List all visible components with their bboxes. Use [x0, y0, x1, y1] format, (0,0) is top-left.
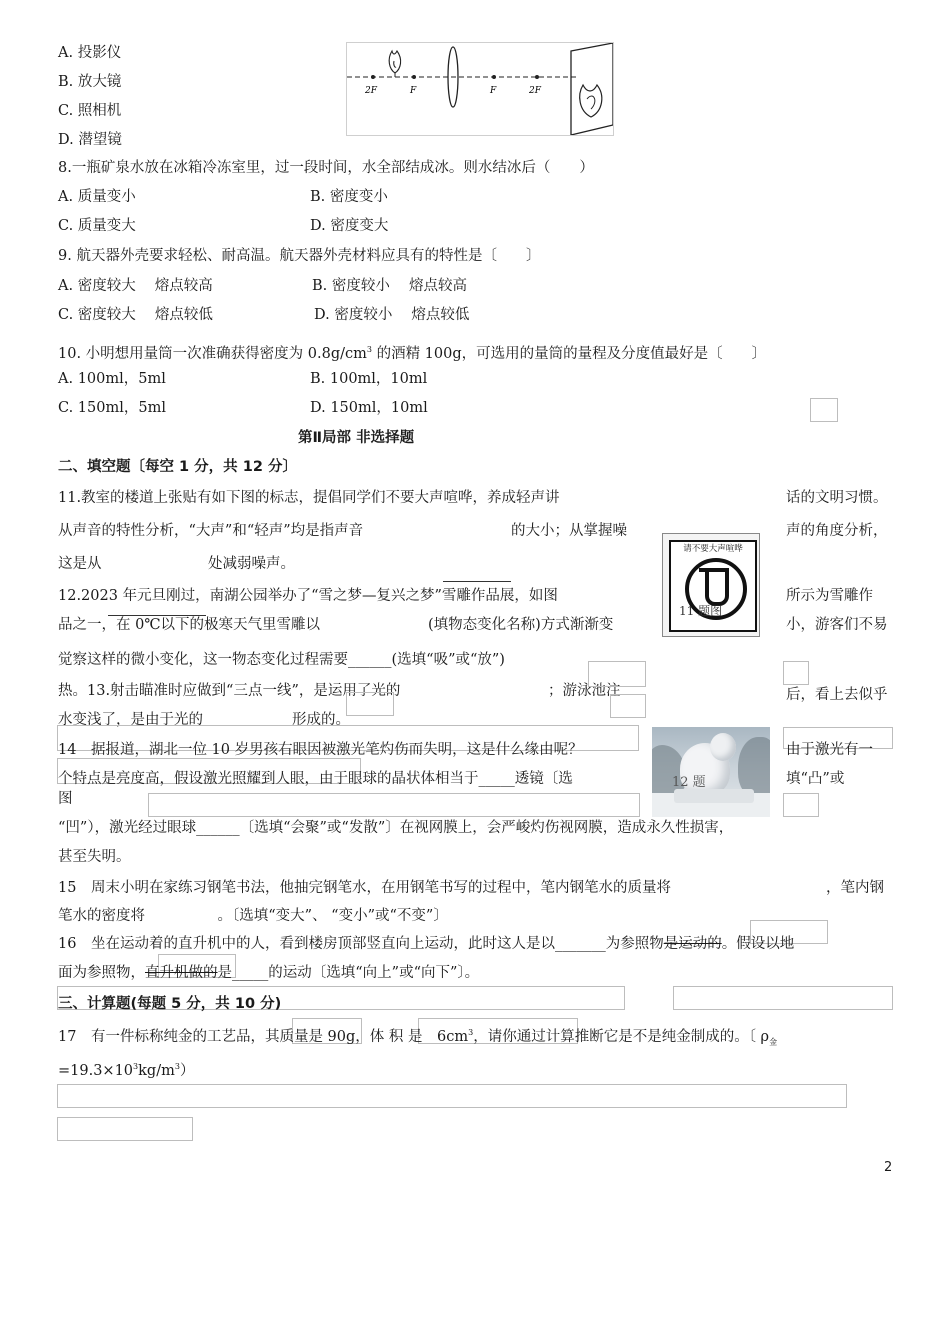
scan-artifact-box	[783, 793, 819, 817]
q11-line2: 从声音的特性分析，“大声”和“轻声”均是指声音	[58, 523, 364, 539]
q7-option-d: D. 潜望镜	[58, 132, 122, 148]
q15-line1: 15 周末小明在家练习钢笔书法，他抽完钢笔水，在用钢笔书写的过程中，笔内钢笔水的质量将	[58, 880, 671, 896]
q14-line5: 甚至失明。	[58, 849, 131, 865]
q16-line2	[58, 964, 479, 982]
inverted-image-icon	[580, 85, 602, 117]
q10-option-b: B. 100ml，10ml	[310, 371, 428, 387]
q8-option-d: D. 密度变大	[310, 218, 389, 234]
q17-line1-sub: 金	[769, 1037, 778, 1047]
focal-point-f-right	[492, 75, 496, 79]
q17-density-sup2: 3	[174, 1062, 180, 1071]
q12-line2-end: 小，游客们不易	[786, 617, 888, 633]
q16-line1-struck: 是运动的	[663, 936, 722, 952]
convex-lens-diagram	[346, 42, 614, 136]
page-number: 2	[884, 1160, 893, 1175]
q13-line1: 热。13.射击瞄准时应做到“三点一线”，是运用了光的	[58, 683, 401, 699]
q11-line1: 11.教室的楼道上张贴有如下图的标志，提倡同学们不要大声喧哗，养成轻声讲	[58, 490, 560, 506]
q17-line1	[58, 1024, 777, 1052]
quiet-sign-text: 请不要大声喧哗	[683, 544, 743, 554]
label-f-right: F	[490, 86, 497, 96]
q10-stem	[58, 341, 766, 363]
q16-line1-end: 。假设以地	[721, 936, 795, 952]
section2-title: 二、填空题〔每空 1 分，共 12 分〕	[58, 459, 297, 475]
screen-icon	[571, 43, 613, 135]
q16-line1-text: 16 坐在运动着的直升机中的人，看到楼房顶部竖直向上运动，此时这人是以_______为参照物	[58, 936, 664, 952]
part2-title: 第Ⅱ局部 非选择题	[298, 430, 415, 446]
q17-density-b: kg/m	[138, 1062, 175, 1079]
q11-line2-mid: 的大小；从掌握噪	[511, 523, 627, 539]
q13-line2: 水变浅了，是由于光的	[58, 712, 203, 728]
focal-point-f-left	[412, 75, 416, 79]
q13-line2-end: 形成的。	[292, 712, 350, 728]
q15-line1-end: ，笔内钢	[826, 880, 884, 896]
label-2f-left: 2F	[365, 86, 377, 96]
q16-line2-end: 是_____的运动〔选填“向上”或“向下”〕。	[217, 965, 480, 981]
symbol-stroke	[705, 568, 729, 606]
q17-line1-sup: 3	[468, 1028, 474, 1037]
sculpture-base	[674, 789, 754, 803]
q17-line1-text: 17 有一件标称纯金的工艺品，其质量是 90g，体 积 是 6cm	[58, 1028, 469, 1045]
q16-line1	[58, 935, 794, 953]
q14-line2: 个特点是亮度高，假设激光照耀到人眼，由于眼球的晶状体相当于_____透镜〔选	[58, 771, 573, 787]
scan-artifact-box	[588, 661, 646, 687]
q17-line2	[58, 1058, 194, 1080]
q12-line2-mid: (填物态变化名称)方式渐渐变	[428, 617, 614, 633]
q11-line2-end: 声的角度分析，	[786, 523, 888, 539]
q11-line1-end: 话的文明习惯。	[786, 490, 888, 506]
q10-stem-part2: 的酒精 100g，可选用的量筒的量程及分度值最好是〔 〕	[371, 345, 767, 362]
q12-line2: 品之一，在 0℃以下的极寒天气里雪雕以	[58, 617, 321, 633]
q8-option-b: B. 密度变小	[310, 189, 388, 205]
q17-line1-text2: ，请你通过计算推断它是不是纯金制成的。〔 ρ	[473, 1028, 770, 1045]
q13-line1-mid: ；游泳池注	[548, 683, 621, 699]
q9-option-b: B. 密度较小 熔点较高	[312, 278, 467, 294]
focal-point-2f-right	[535, 75, 539, 79]
q16-line2-struck: 直升机做的	[145, 965, 218, 981]
label-2f-right: 2F	[529, 86, 541, 96]
fig12-caption: 12 题	[672, 775, 706, 790]
q10-option-c: C. 150ml，5ml	[58, 400, 166, 416]
q14-line2-end: 填“凸”或	[786, 771, 845, 787]
tree-shadow	[738, 737, 770, 797]
q11-line3-end: 处减弱噪声。	[208, 556, 295, 572]
symbol-bar	[699, 568, 727, 572]
q14-line1-end: 由于激光有一	[786, 742, 873, 758]
scan-artifact-box	[610, 694, 646, 718]
q7-option-a: A. 投影仪	[58, 45, 122, 61]
focal-point-2f-left	[371, 75, 375, 79]
sculpture-head	[710, 733, 736, 761]
scan-artifact-box	[346, 692, 394, 716]
q9-stem: 9. 航天器外壳要求轻松、耐高温。航天器外壳材料应具有的特性是〔 〕	[58, 248, 541, 264]
q12-line3: 觉察这样的微小变化，这一物态变化过程需要______(选填“吸”或“放”)	[58, 652, 505, 668]
lens-diagram-svg	[347, 43, 613, 135]
fig11-caption: 11 题图	[679, 604, 723, 618]
q8-option-a: A. 质量变小	[58, 189, 136, 205]
q10-option-d: D. 150ml，10ml	[310, 400, 428, 416]
q17-density-c: ）	[179, 1062, 195, 1079]
scan-artifact-box	[57, 1084, 847, 1108]
snow-sculpture-photo	[652, 727, 770, 817]
q12-line1: 12.2023 年元旦刚过，南湖公园举办了“雪之梦—复兴之梦”雪雕作品展，如图	[58, 588, 558, 604]
q12-line1-end: 所示为雪雕作	[786, 588, 873, 604]
q10-stem-part1: 10. 小明想用量筒一次准确获得密度为 0.8g/cm	[58, 345, 367, 362]
q15-line2: 笔水的密度将 。〔选填“变大”、 “变小”或“不变”〕	[58, 908, 448, 924]
q8-stem: 8.一瓶矿泉水放在冰箱冷冻室里，过一段时间，水全部结成冰。则水结冰后（ ）	[58, 160, 594, 176]
q10-stem-sup: 3	[366, 345, 372, 354]
q7-option-b: B. 放大镜	[58, 74, 122, 90]
quiet-sign-figure	[662, 533, 760, 637]
q9-option-a: A. 密度较大 熔点较高	[58, 278, 213, 294]
q11-line3: 这是从	[58, 556, 102, 572]
scan-artifact-box	[673, 986, 893, 1010]
scan-artifact-box	[57, 1117, 193, 1141]
q16-line2-text: 面为参照物，	[58, 965, 145, 981]
q17-density-sup: 3	[133, 1062, 139, 1071]
q14-line1: 14 据报道，湖北一位 10 岁男孩右眼因被激光笔灼伤而失明，这是什么缘由呢？	[58, 742, 583, 758]
q14-line3: 图	[58, 791, 73, 807]
scan-artifact-box	[783, 661, 809, 685]
label-f-left: F	[410, 86, 417, 96]
blank-underline	[443, 581, 511, 582]
q17-density-a: =19.3×10	[58, 1062, 134, 1079]
q10-option-a: A. 100ml，5ml	[58, 371, 166, 387]
q9-option-d: D. 密度较小 熔点较低	[314, 307, 470, 323]
scan-artifact-box	[810, 398, 838, 422]
q8-option-c: C. 质量变大	[58, 218, 136, 234]
q9-option-c: C. 密度较大 熔点较低	[58, 307, 213, 323]
candle-object-icon	[389, 51, 400, 77]
q13-line1-end: 后，看上去似乎	[786, 687, 888, 703]
scan-artifact-box	[148, 793, 640, 817]
section3-title: 三、计算题(每题 5 分，共 10 分)	[58, 996, 282, 1012]
q14-line4: “凹”），激光经过眼球______〔选填“会聚”或“发散”〕在视网膜上，会严峻灼伤视网膜，造成永久性损害，	[58, 820, 734, 836]
q7-option-c: C. 照相机	[58, 103, 122, 119]
